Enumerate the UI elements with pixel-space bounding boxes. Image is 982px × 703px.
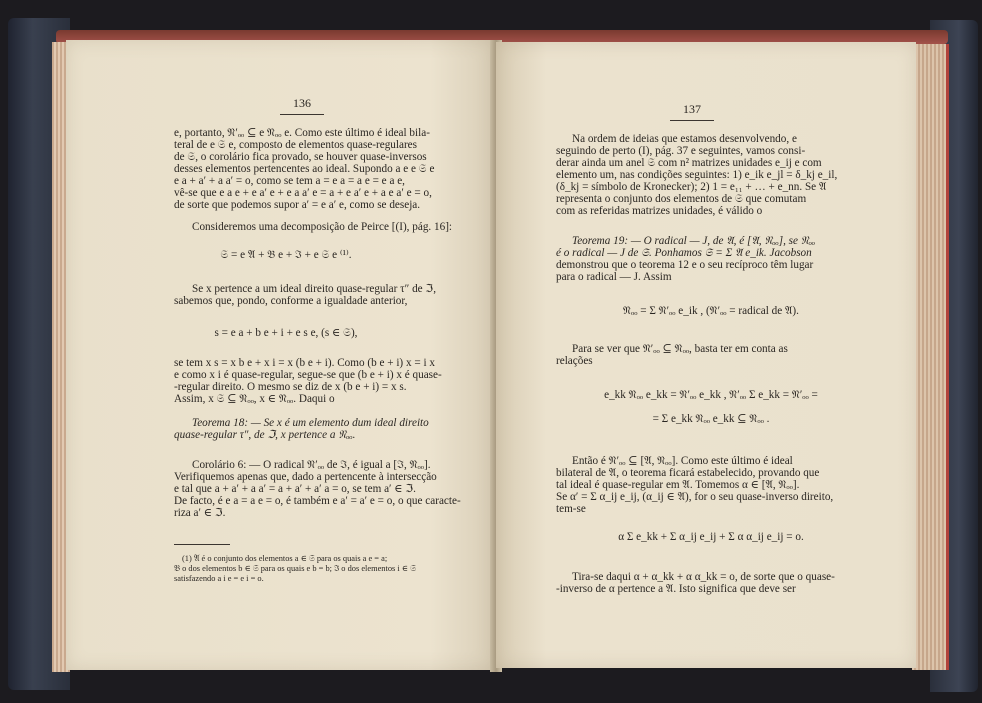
formula: 𝔖 = e 𝔄 + 𝔅 e + ℑ + e 𝔖 e ⁽¹⁾. [220,249,352,261]
footnote-line: (1) 𝔄 é o conjunto dos elementos a ∈ 𝔖 para os quais a e = a; [182,554,388,563]
text-line: desses elementos pertencentes ao ideal. Supondo a e e 𝔖 e [174,163,435,175]
left-page [66,40,494,670]
footnote-line: satisfazendo a i e = e i = o. [174,574,264,583]
right-page [496,42,916,668]
corollary-line: Corolário 6: — O radical 𝔑′ₒₒ de ℑ, é igual a [ℑ, 𝔑ₒₒ]. [192,459,431,471]
text-line: e a + a′ + a a′ = o, como se tem a = e a = a e = e a e, [174,175,405,187]
text-line: Verifiquemos apenas que, dado a pertencente à intersecção [174,471,437,483]
page-number: 137 [662,102,722,117]
footnote-line: 𝔅 o dos elementos b ∈ 𝔖 para os quais e b = b; ℑ o dos elementos i ∈ 𝔖 [174,564,416,573]
text-line: teral de e 𝔖 e, composto de elementos quase-regulares [174,139,418,151]
text-line: Assim, x 𝔖 ⊆ 𝔑ₒₒ, x ∈ 𝔑ₒₒ. Daqui o [174,393,335,405]
text-line: derar ainda um anel 𝔖 com n² matrizes unidades e_ij e com [556,157,822,169]
formula: α Σ e_kk + Σ α_ij e_ij + Σ α α_ij e_ij = o. [618,531,804,543]
text-line: representa o conjunto dos elementos de 𝔖 que comutam [556,193,807,205]
text-line: Tira-se daqui α + α_kk + α α_kk = o, de sorte que o quase- [572,571,835,583]
text-line: Se α′ = Σ α_ij e_ij, (α_ij ∈ 𝔄), for o seu quase-inverso direito, [556,491,834,503]
text-line: para o radical — J. Assim [556,271,672,283]
text-line: com as referidas matrizes unidades, é válido o [556,205,763,217]
text-line: vê-se que e a e + e a′ e + e a a′ e = a + e a′ e + a e a′ e = o, [174,187,432,199]
theorem-line: quase-regular τ″, de ℑ, x pertence a 𝔑ₒₒ. [174,429,356,441]
text-line: tem-se [556,503,586,515]
text-line: se tem x s = x b e + x i = x (b e + i). Como (b e + i) x = i x [174,357,435,369]
formula: e_kk 𝔑ₒₒ e_kk = 𝔑′ₒₒ e_kk , 𝔑′ₒₒ Σ e_kk = 𝔑′ₒₒ = [604,389,818,401]
page-number: 136 [272,96,332,111]
theorem-line: Teorema 19: — O radical — J, de 𝔄, é [𝔄, 𝔑ₒₒ], se 𝔑ₒₒ [572,235,816,247]
text-line: bilateral de 𝔄, o teorema ficará estabelecido, provando que [556,467,820,479]
text-line: tal ideal é quase-regular em 𝔄. Tomemos α ∈ [𝔄, 𝔑ₒₒ]. [556,479,800,491]
formula: 𝔑ₒₒ = Σ 𝔑′ₒₒ e_ik , (𝔑′ₒₒ = radical de 𝔄). [623,305,799,317]
page-stack-right [912,44,949,670]
text-line: relações [556,355,593,367]
text-line: riza a′ ∈ ℑ. [174,507,226,519]
text-line: demonstrou que o teorema 12 e o seu recíproco têm lugar [556,259,814,271]
text-line: (δ_kj = símbolo de Kronecker); 2) 1 = e₁₁ + … + e_nn. Se 𝔄 [556,181,827,193]
text-line: -regular direito. O mesmo se diz de x (b e + i) = x s. [174,381,407,393]
text-line: de sorte que podemos supor a′ = e a′ e, como se deseja. [174,199,421,211]
theorem-line: Teorema 18: — Se x é um elemento dum ideal direito [192,417,429,429]
theorem-line: é o radical — J de 𝔖. Ponhamos 𝔖 = Σ 𝔄 e_ik. Jacobson [556,247,812,259]
text-line: elemento um, nas condições seguintes: 1) e_ik e_jl = δ_kj e_il, [556,169,838,181]
text-line: De facto, é e a = a e = o, é também e a′ = a′ e = o, o que caracte- [174,495,461,507]
text-line: -inverso de α pertence a 𝔄. Isto significa que deve ser [556,583,796,595]
text-line: Então é 𝔑′ₒₒ ⊆ [𝔄, 𝔑ₒₒ]. Como este último é ideal [572,455,793,467]
text-line: Para se ver que 𝔑′ₒₒ ⊆ 𝔑ₒₒ, basta ter em conta as [572,343,788,355]
text-line: seguindo de perto (I), pág. 37 e seguintes, vamos consi- [556,145,806,157]
text-line: de 𝔖, o corolário fica provado, se houver quase-inversos [174,151,427,163]
formula: s = e a + b e + i + e s e, (s ∈ 𝔖), [214,327,358,339]
text-line: Se x pertence a um ideal direito quase-regular τ″ de ℑ, [192,283,437,295]
text-line: e como x i é quase-regular, segue-se que (b e + i) x é quase- [174,369,442,381]
formula: = Σ e_kk 𝔑ₒₒ e_kk ⊆ 𝔑ₒₒ . [652,413,770,425]
text-line: e, portanto, 𝔑′ₒₒ ⊆ e 𝔑ₒₒ e. Como este último é ideal bila- [174,127,430,139]
text-line: Na ordem de ideias que estamos desenvolvendo, e [572,133,797,145]
footnote-rule [174,544,230,545]
text-line: Consideremos uma decomposição de Peirce [(I), pág. 16]: [192,221,453,233]
text-line: e tal que a + a′ + a a′ = a + a′ + a′ a = o, se tem a′ ∈ ℑ. [174,483,416,495]
text-line: sabemos que, pondo, conforme a igualdade anterior, [174,295,408,307]
